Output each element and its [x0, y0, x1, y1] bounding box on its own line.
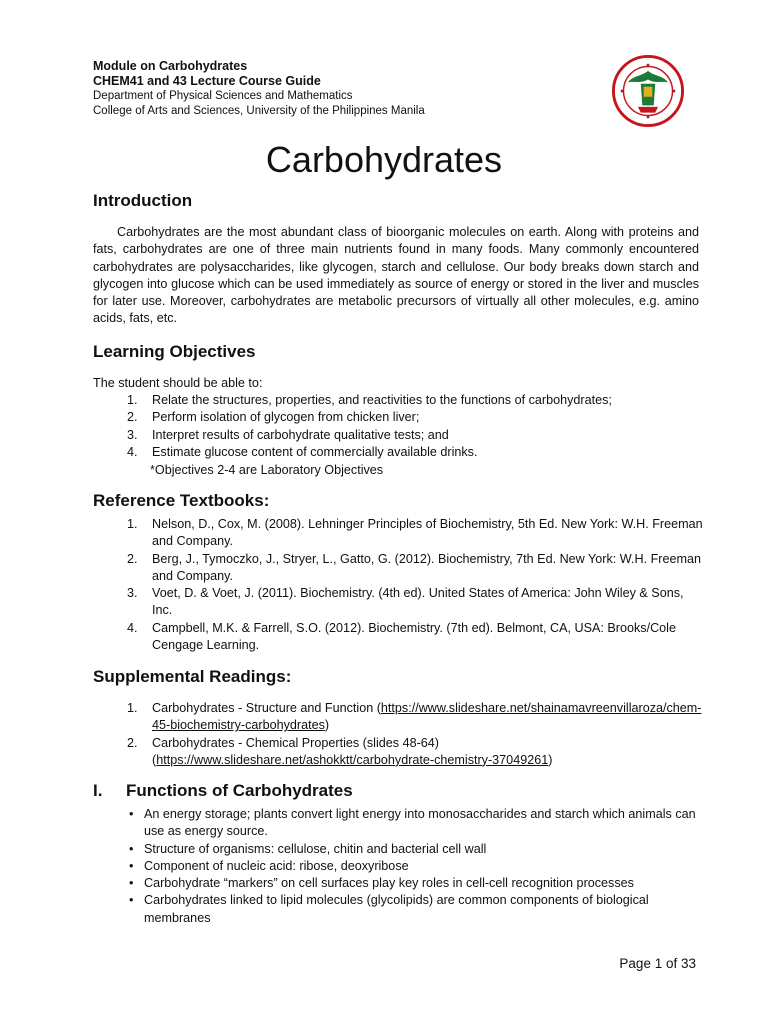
list-item: • An energy storage; plants convert light energy into monosaccharides and starch which animals can use as energy source.	[93, 806, 703, 841]
objectives-heading: Learning Objectives	[93, 342, 256, 361]
list-item: • Carbohydrate “markers” on cell surfaces play key roles in cell-cell recognition processes	[93, 875, 703, 892]
references-heading: Reference Textbooks:	[93, 491, 270, 510]
page-title: Carbohydrates	[265, 139, 503, 180]
document-header	[93, 59, 573, 119]
list-item: 4. Campbell, M.K. & Farrell, S.O. (2012). Biochemistry. (7th ed). Belmont, CA, USA: Brooks/Cole Cengage Learning.	[127, 620, 676, 653]
section-heading-functions: I. Functions of Carbohydrates	[93, 781, 353, 800]
introduction-paragraph: Carbohydrates are the most abundant class of bioorganic molecules on earth. Along with proteins and fats, carbohydrates are one of three main nutrients found in many foods. Many commonly encountered carbohydrates are polysaccharides, like glycogen, starch and cellulose. Our body breaks down starch and glycogen into glucose which can be used immediately as source of energy or stored in the liver and muscles for later use. Moreover, carbohydrates are metabolic precursors of virtually all other molecules, e.g. amino acids, fats, etc.	[93, 225, 699, 326]
supplemental-heading: Supplemental Readings:	[93, 667, 292, 686]
list-item: 3. Voet, D. & Voet, J. (2011). Biochemistry. (4th ed). United States of America: John Wiley & Sons, Inc.	[127, 586, 684, 618]
college-name: College of Arts and Sciences, University of the Philippines Manila	[93, 105, 425, 117]
list-item: 2. Carbohydrates - Chemical Properties (slides 48-64) (https://www.slideshare.net/ashokktt/carbohydrate-chemistry-37049261)	[127, 735, 553, 767]
list-item: • Carbohydrates linked to lipid molecules (glycolipids) are common components of biological membranes	[93, 892, 703, 927]
department-name: Department of Physical Sciences and Mathematics	[93, 90, 353, 102]
list-item: 1. Relate the structures, properties, and reactivities to the functions of carbohydrates;	[127, 393, 612, 407]
slideshare-link-structure[interactable]: https://www.slideshare.net/shainamavreenvillaroza/chem-45-biochemistry-carbohydrates	[152, 701, 702, 733]
list-item: 3. Interpret results of carbohydrate qualitative tests; and	[127, 427, 449, 442]
objectives-list	[93, 392, 703, 461]
list-item: 2. Perform isolation of glycogen from chicken liver;	[127, 410, 420, 425]
list-item: • Structure of organisms: cellulose, chitin and bacterial cell wall	[93, 841, 703, 858]
list-item: 2. Berg, J., Tymoczko, J., Stryer, L., Gatto, G. (2012). Biochemistry, 7th Ed. New York: W.H. Freeman and Company.	[127, 551, 701, 583]
list-item: 1. Carbohydrates - Structure and Function (https://www.slideshare.net/shainamavreenvillaroza/chem-45-biochemistry-carbohydrates)	[127, 701, 702, 733]
objectives-note: *Objectives 2-4 are Laboratory Objectives	[150, 463, 384, 477]
objectives-intro: The student should be able to:	[93, 376, 263, 390]
list-item: 4. Estimate glucose content of commercially available drinks.	[127, 444, 478, 459]
university-seal-logo	[612, 55, 684, 127]
references-list	[93, 516, 703, 654]
introduction-heading: Introduction	[93, 191, 193, 210]
supplemental-list	[93, 700, 703, 769]
list-item: • Component of nucleic acid: ribose, deoxyribose	[93, 858, 703, 875]
list-item: 1. Nelson, D., Cox, M. (2008). Lehninger Principles of Biochemistry, 5th Ed. New York: W.H. Freeman and Company.	[127, 517, 703, 549]
module-title: Module on Carbohydrates	[93, 59, 248, 73]
page-number: Page 1 of 33	[619, 956, 696, 971]
course-guide-title: CHEM41 and 43 Lecture Course Guide	[93, 74, 321, 88]
slideshare-link-chemistry[interactable]: https://www.slideshare.net/ashokktt/carbohydrate-chemistry-37049261	[156, 752, 549, 767]
functions-list	[93, 806, 703, 927]
